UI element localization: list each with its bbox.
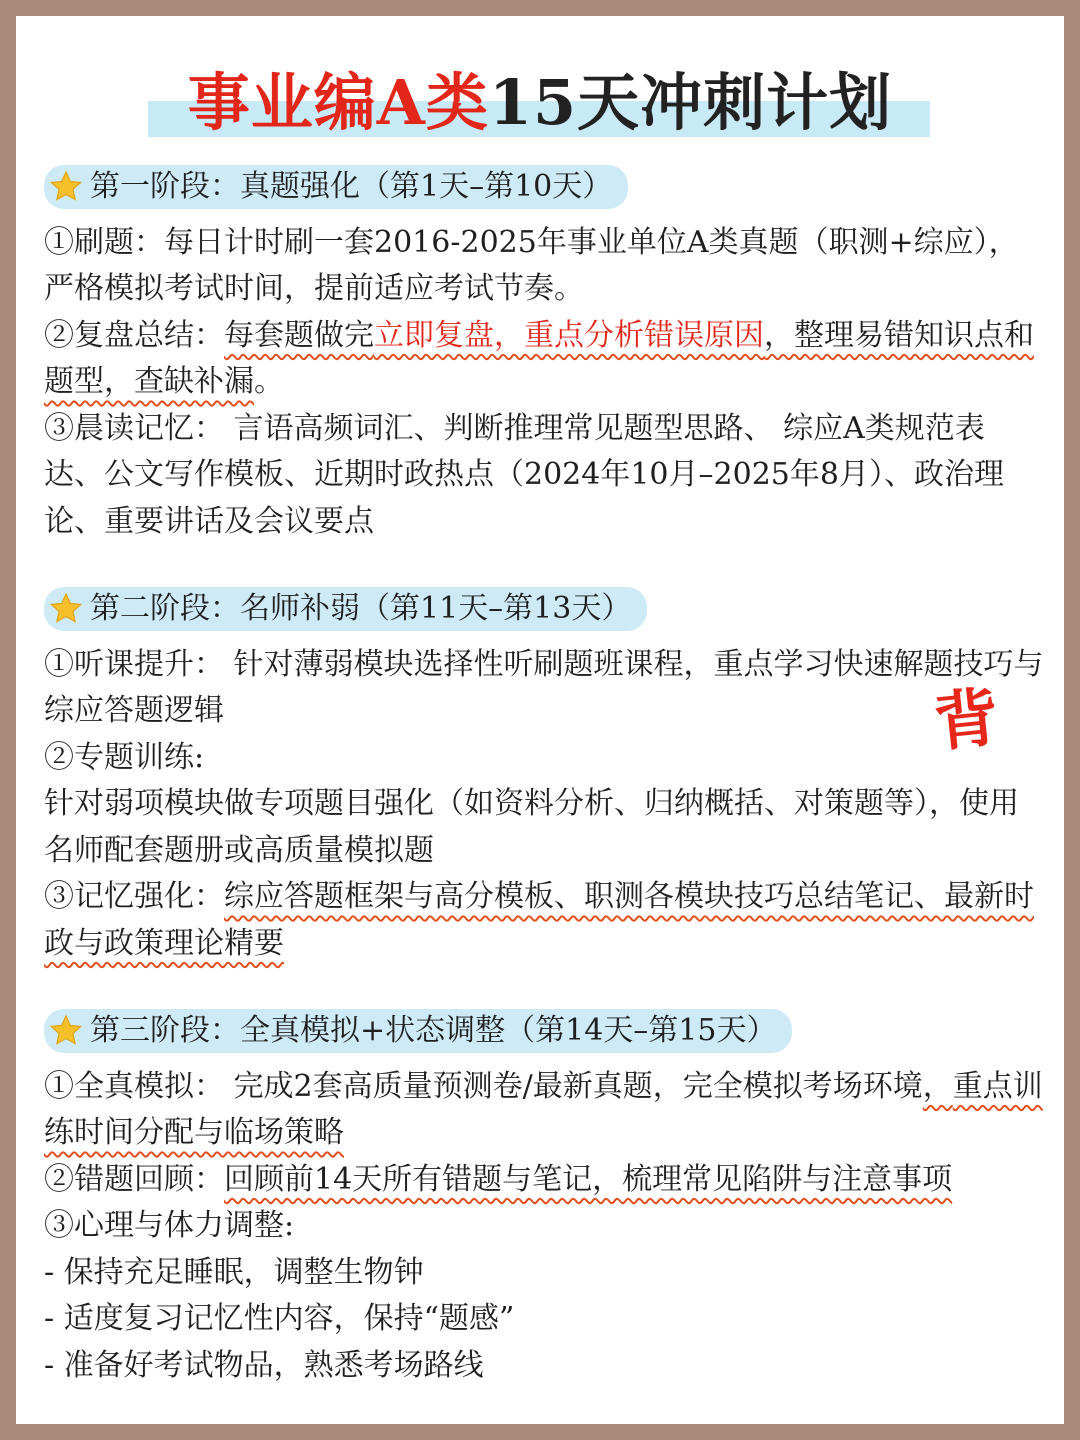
stage-3-item-2-label: ②错题回顾： [44,1161,224,1197]
stage-3-bullet: - 保持充足睡眠，调整生物钟 [44,1254,424,1290]
stage-3-item-2-text: 回顾前14天所有错题与笔记，梳理常见陷阱与注意事项 [224,1161,953,1197]
stage-1-item-3: ③晨读记忆： 言语高频词汇、判断推理常见题型思路、 综应A类规范表达、公文写作模板、近期时政热点（2024年10月–2025年8月）、政治理论、重要讲话及会议要点 [44,410,1004,539]
title-block [16,58,1064,168]
title-part-red: 事业编A类 [187,66,489,139]
stage-2-title: 第二阶段：名师补弱（第11天–第13天） [90,590,632,626]
stage-1-title: 第一阶段：真题强化（第1天–第10天） [90,168,613,204]
star-icon [48,1013,84,1049]
stage-1-item-2-emphasis: 立即复盘，重点分析错误原因 [374,317,764,353]
stage-2-item-2-title: ②专题训练: [44,739,205,775]
stage-2-item-3-label: ③记忆强化： [44,879,224,914]
star-icon [48,591,84,627]
page-title [16,58,1064,148]
plan-content [44,163,1044,1389]
stage-2-heading [44,587,647,631]
stage-2-item-3 [44,874,1044,967]
stage-1-item-2-label: ②复盘总结： [44,317,224,353]
stage-2-item-2-body: 针对弱项模块做专项题目强化（如资料分析、归纳概括、对策题等），使用名师配套题册或高质量模拟题 [44,786,1019,868]
stage-1-item-1: ①刷题：每日计时刷一套2016-2025年事业单位A类真题（职测+综应），严格模拟考试时间，提前适应考试节奏。 [44,224,1019,306]
stage-3-item-1-text: ①全真模拟： 完成2套高质量预测卷/最新真题，完全模拟考场环境 [44,1068,923,1104]
stage-3-bullet: - 适度复习记忆性内容，保持“题感” [44,1301,515,1336]
stage-1-item-2-end: 。 [254,364,284,399]
stage-2-item-1: ①听课提升： 针对薄弱模块选择性听刷题班课程，重点学习快速解题技巧与综应答题逻辑 [44,646,1044,728]
handwritten-note: 背 [930,680,1003,762]
stage-1-heading [44,165,628,209]
stage-1-item-2-text-a: 每套题做完 [224,317,374,353]
stage-3-item-1-emphasis: 重点训练时间分配与临场策略 [44,1068,1043,1150]
star-icon [48,169,84,205]
stage-3-item-2 [44,1157,1044,1204]
stage-3-bullet: - 准备好考试物品，熟悉考场路线 [44,1347,484,1383]
stage-3-item-1-comma: ， [922,1068,953,1104]
page-sheet [16,16,1064,1424]
stage-3-heading [44,1009,792,1053]
stage-1-item-2-text-b: ，整理易错知识点和题型，查缺补漏 [44,317,1034,399]
title-part-dark: 15天冲刺计划 [488,66,893,139]
stage-3-item-1 [44,1064,1044,1157]
stage-2-item-3-text: 综应答题框架与高分模板、职测各模块技巧总结笔记、最新时政与政策理论精要 [44,879,1034,961]
stage-3-title: 第三阶段：全真模拟+状态调整（第14天–第15天） [90,1012,777,1048]
stage-1-item-2 [44,313,1044,406]
stage-3-item-3-title: ③心理与体力调整: [44,1208,295,1243]
